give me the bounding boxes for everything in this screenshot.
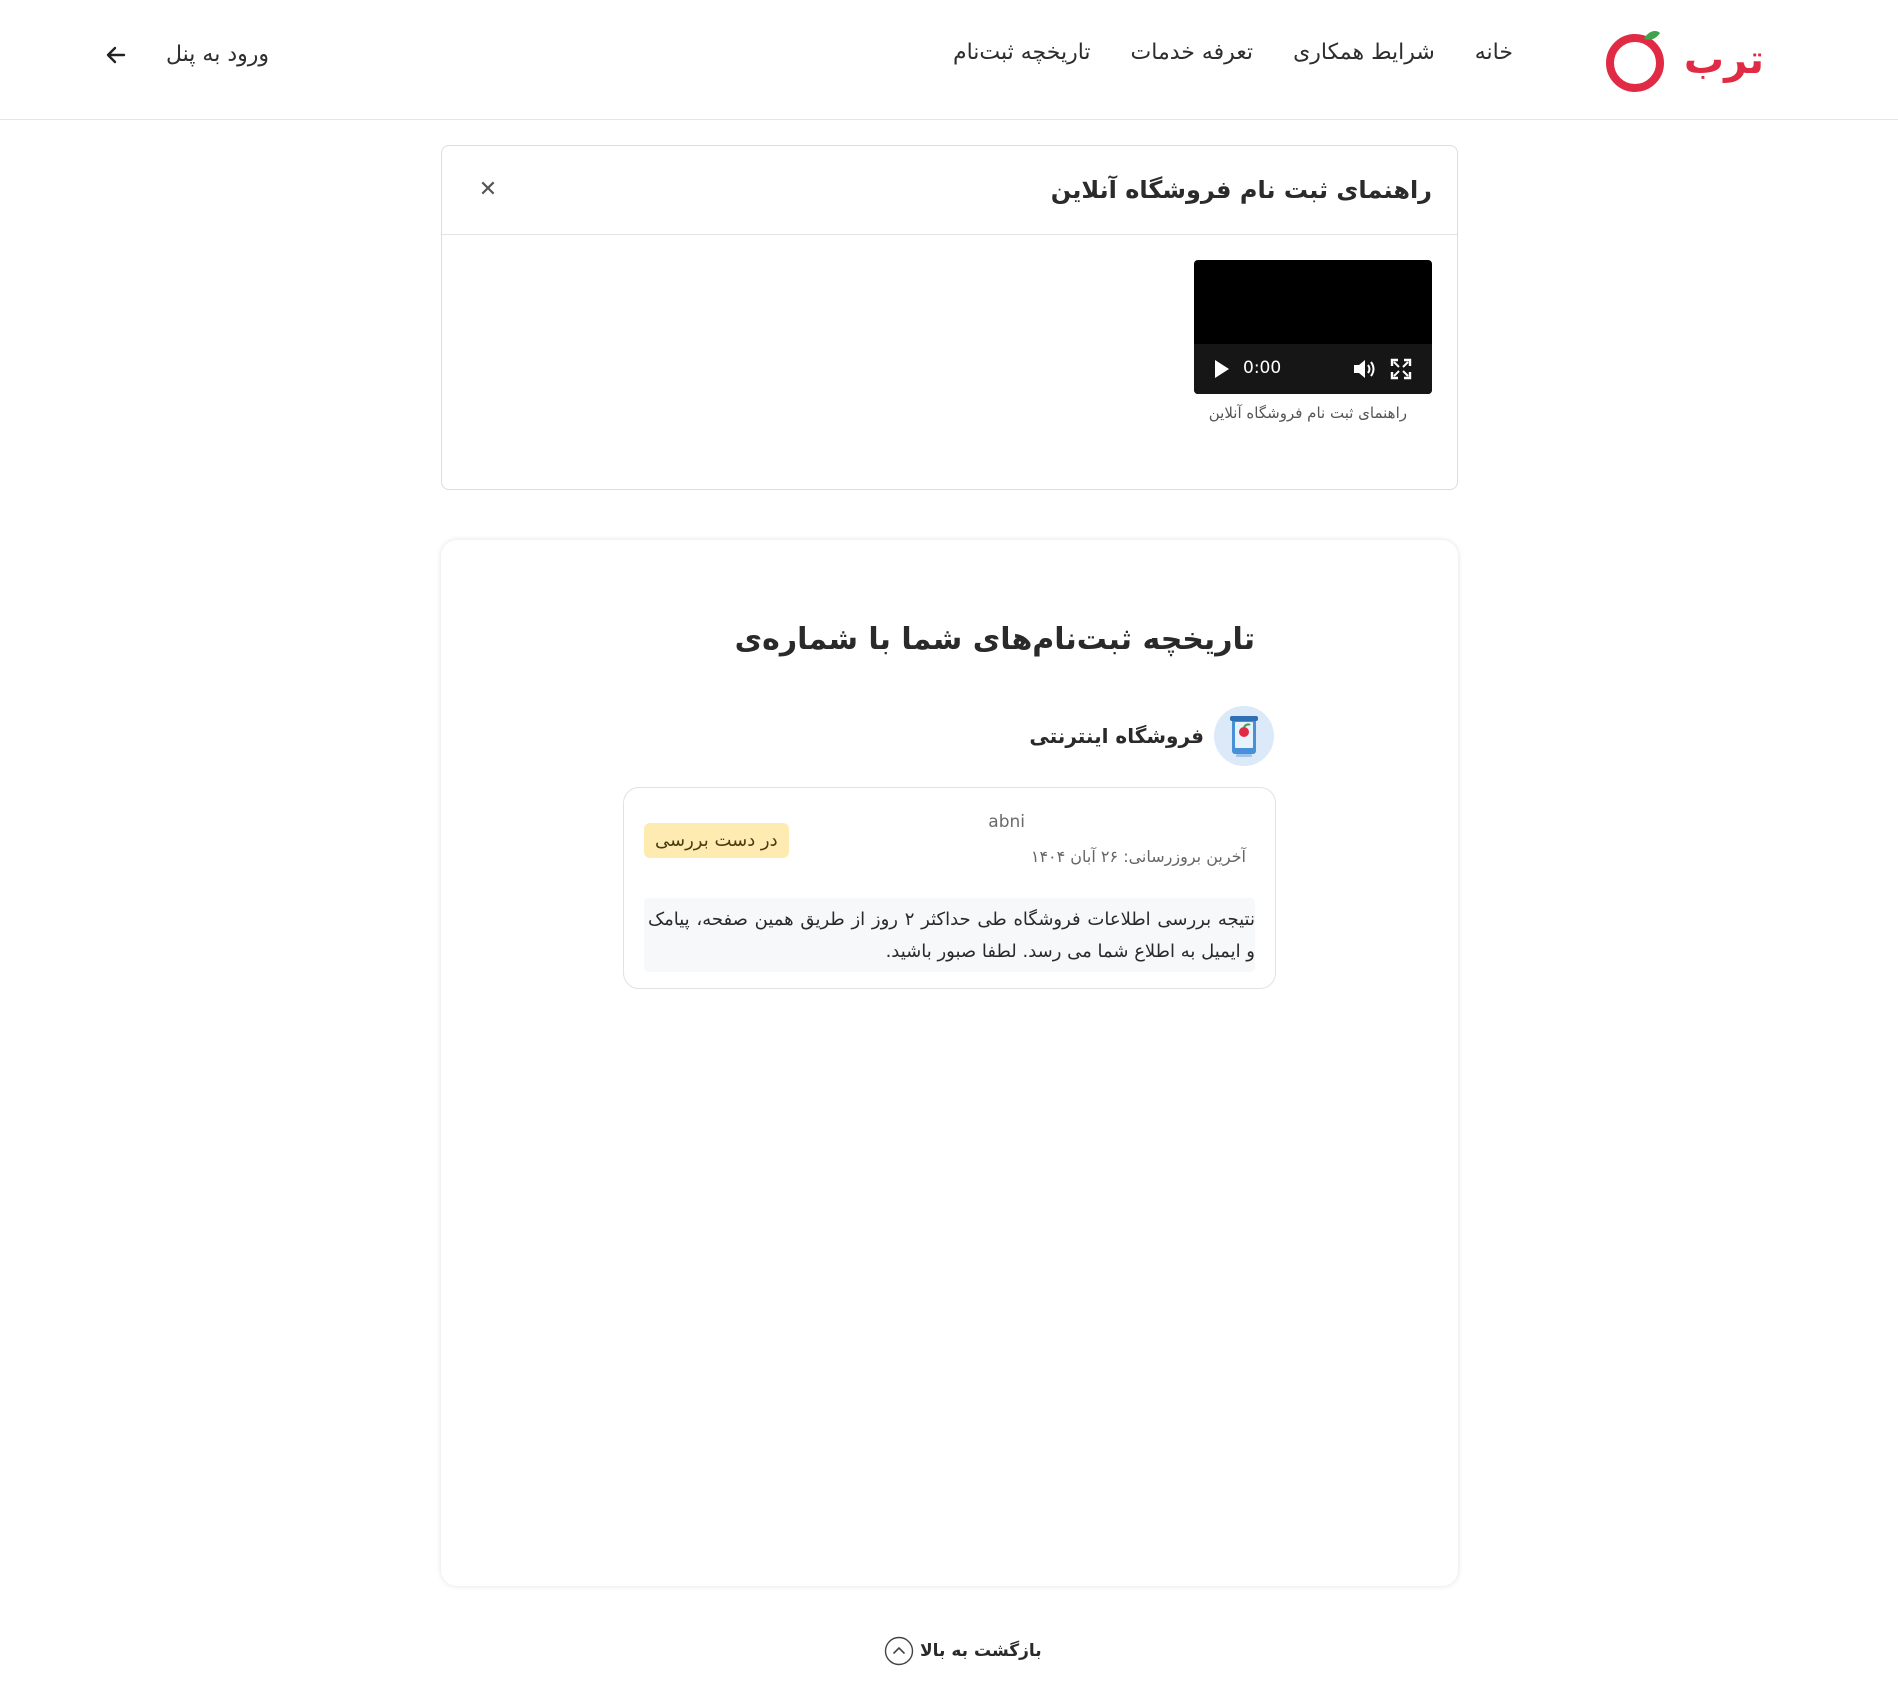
nav-item-terms[interactable]: شرایط همکاری (1293, 40, 1435, 65)
registration-store-name: abni (988, 812, 1025, 832)
back-to-top-button[interactable] (884, 1636, 1042, 1666)
online-store-icon (1214, 706, 1274, 766)
arrow-left-icon (104, 43, 128, 67)
nav-item-pricing[interactable]: تعرفه خدمات (1130, 40, 1254, 65)
guide-video-player[interactable] (1194, 260, 1432, 394)
back-to-top-label: بازگشت به بالا (920, 1641, 1042, 1661)
history-title: تاریخچه ثبت‌نام‌های شما با شماره‌ی (734, 622, 1255, 657)
main-nav (953, 40, 1513, 65)
site-header (0, 0, 1898, 120)
last-update-date: آخرین بروزرسانی: ۲۶ آبان ۱۴۰۴ (1030, 847, 1246, 866)
close-icon[interactable]: ✕ (478, 177, 498, 202)
brand-name: ترب (1683, 37, 1764, 83)
volume-icon[interactable] (1352, 357, 1378, 381)
registration-guide-panel (441, 145, 1458, 490)
video-caption: راهنمای ثبت نام فروشگاه آنلاین (1208, 404, 1407, 422)
guide-title: راهنمای ثبت نام فروشگاه آنلاین (1050, 176, 1432, 204)
nav-item-registration-history[interactable]: تاریخچه ثبت‌نام (952, 40, 1091, 65)
fullscreen-icon[interactable] (1390, 358, 1412, 380)
chevron-up-icon (884, 1636, 914, 1666)
status-message: نتیجه بررسی اطلاعات فروشگاه طی حداکثر ۲ روز از طریق همین صفحه، پیامک و ایمیل به اطلاع شما می رسد. لطفا صبور باشید. (644, 898, 1255, 972)
torob-logo-icon (1604, 27, 1670, 93)
guide-panel-header (442, 146, 1457, 235)
video-time: 0:00 (1243, 358, 1282, 378)
registration-item[interactable] (623, 787, 1276, 989)
login-label: ورود به پنل (166, 42, 269, 67)
play-icon[interactable] (1214, 359, 1230, 379)
store-type-label: فروشگاه اینترنتی (1029, 724, 1204, 748)
nav-item-home[interactable]: خانه (1474, 40, 1513, 65)
video-controls (1194, 344, 1432, 394)
login-button[interactable] (104, 42, 269, 67)
store-type-row (1029, 706, 1274, 766)
brand-logo[interactable] (1604, 22, 1764, 98)
registration-history-panel (441, 540, 1458, 1586)
status-badge: در دست بررسی (644, 823, 789, 858)
